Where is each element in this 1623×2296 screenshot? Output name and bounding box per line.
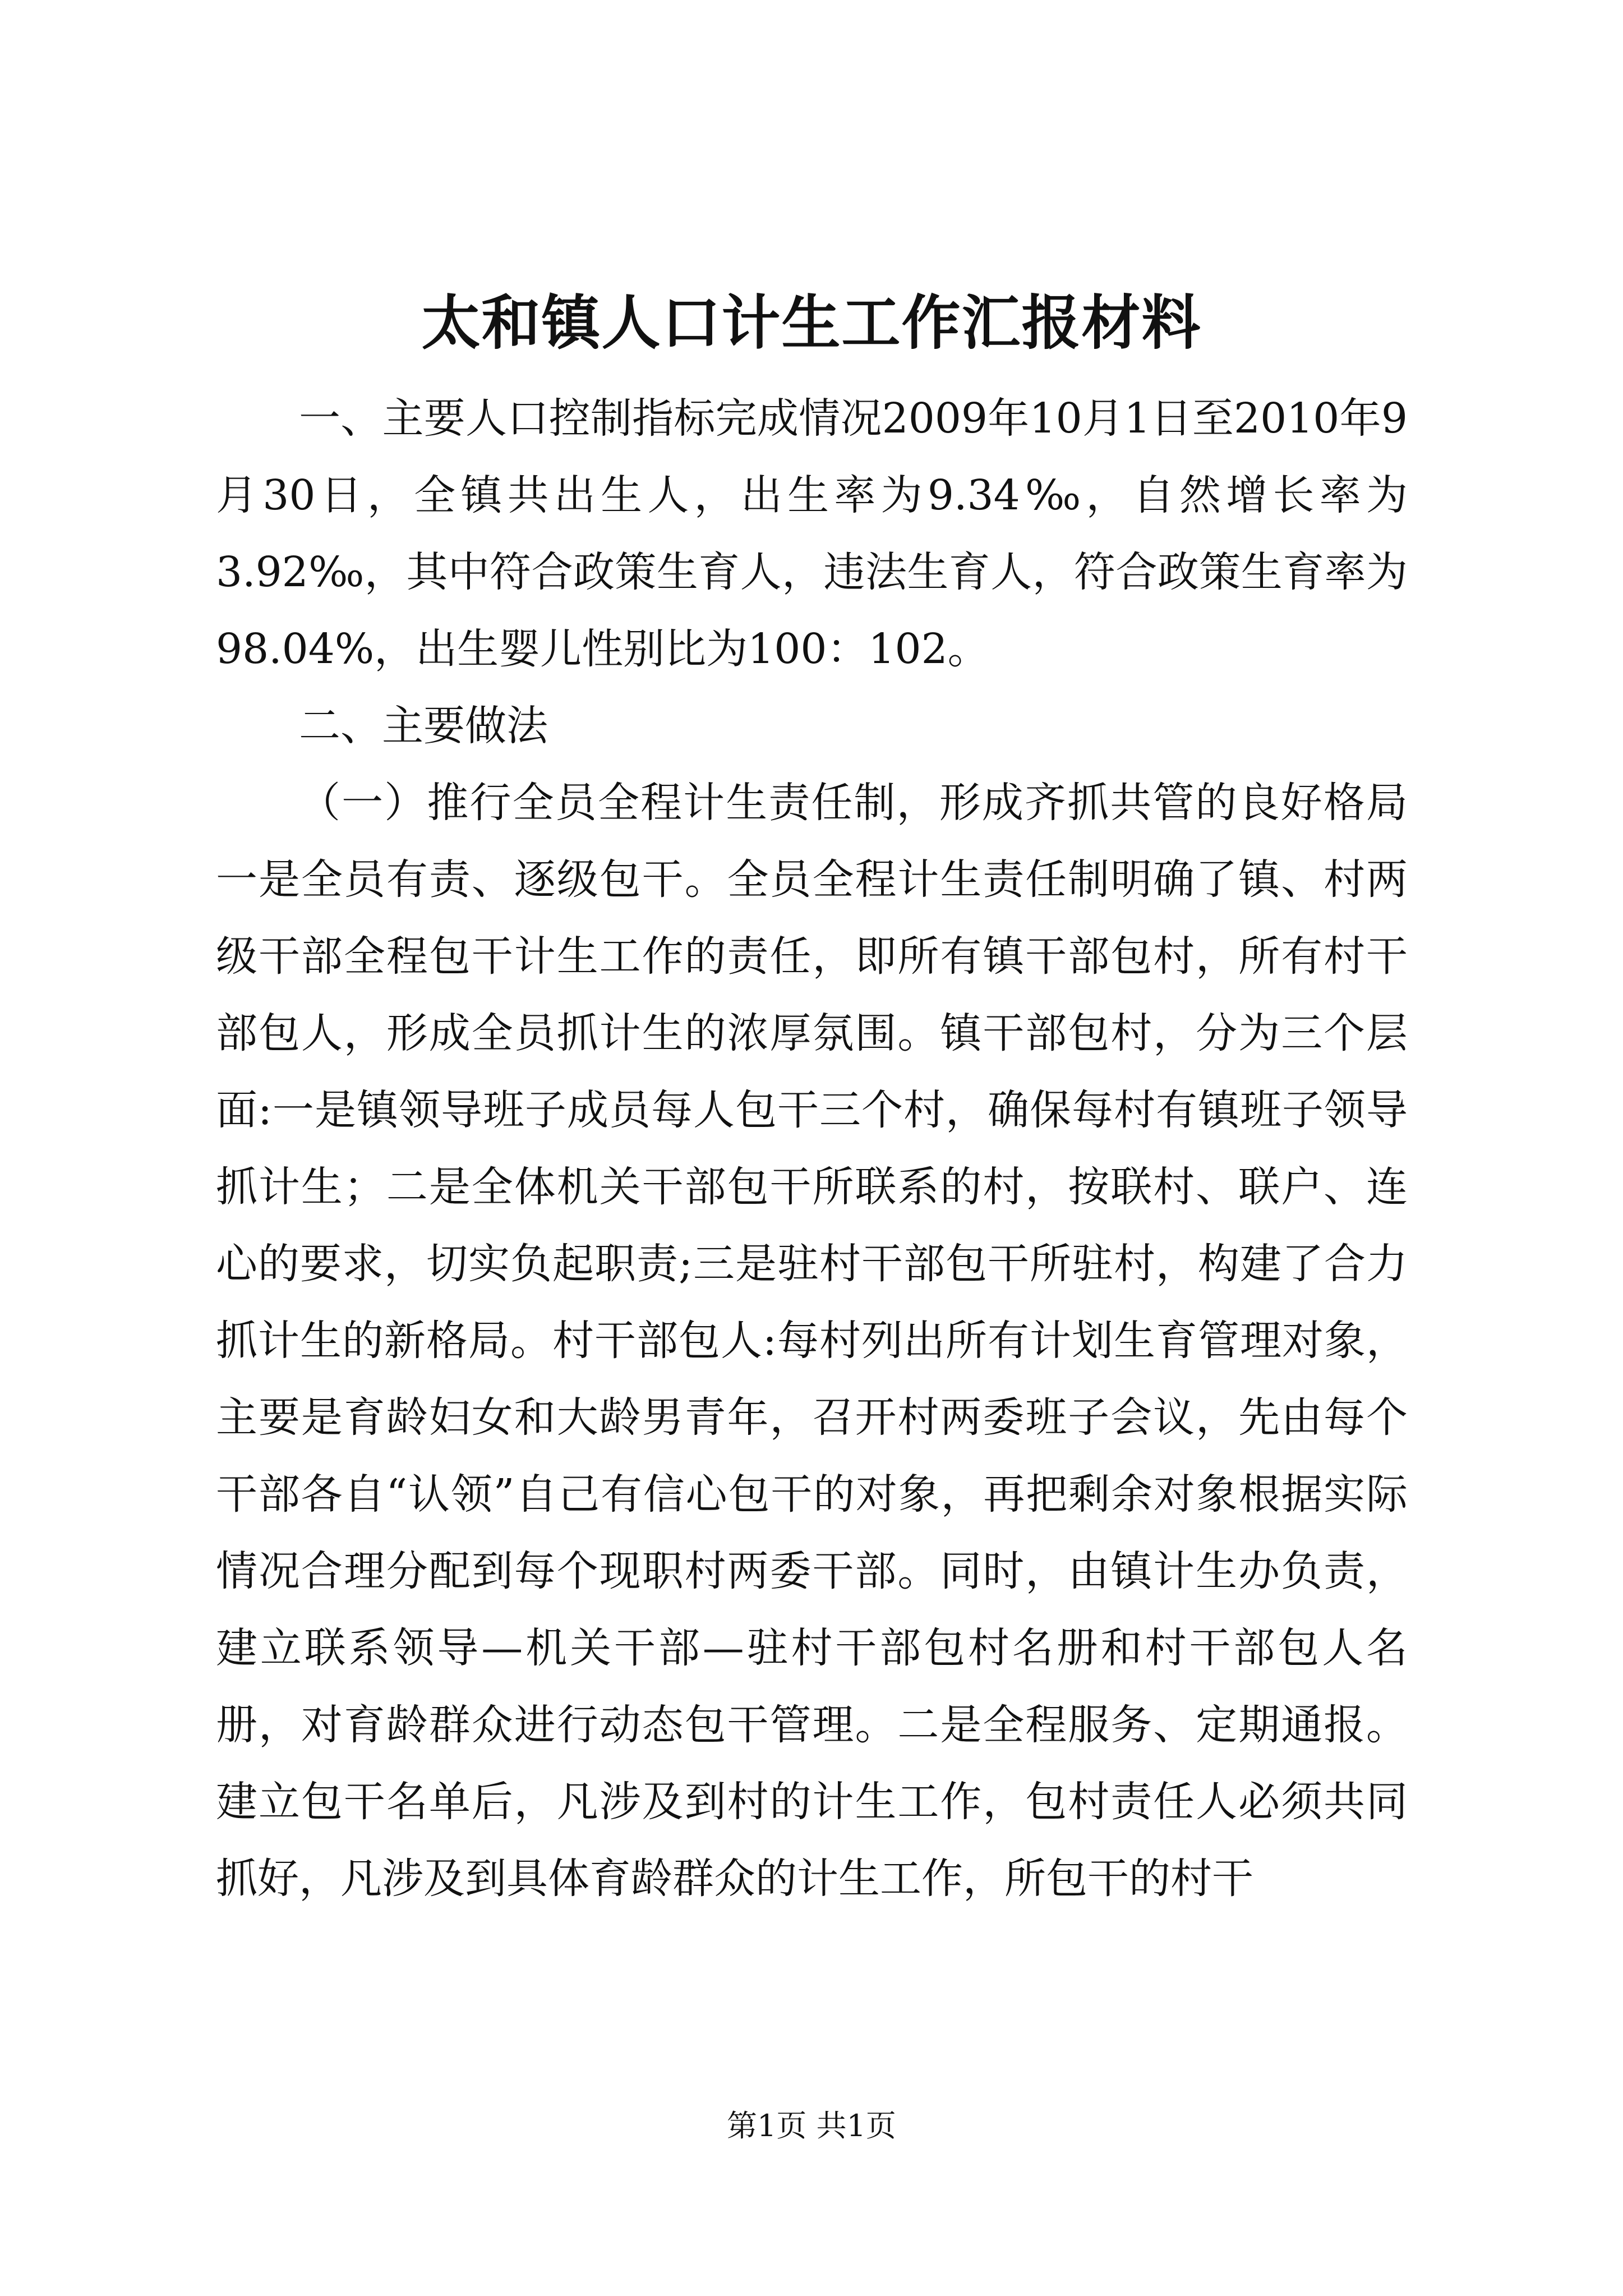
page-number-footer: 第1页 共1页 xyxy=(727,2108,896,2143)
section-heading-main-practices: 二、主要做法 xyxy=(299,702,548,750)
paragraph-responsibility-system: （一）推行全员全程计生责任制，形成齐抓共管的良好格局一是全员有责、逐级包干。全员全程计生责任制明确了镇、村两级干部全程包干计生工作的责任，即所有镇干部包村，所有村干部包人，形成全员抓计生的浓厚氛围。镇干部包村，分为三个层面:一是镇领导班子成员每人包干三个村，确保每村有镇班子领导抓计生；二是全体机关干部包干所联系的村，按联村、联户、连心的要求，切实负起职责;三是驻村干部包干所驻村，构建了合力抓计生的新格局。村干部包人:每村列出所有计划生育管理对象，主要是育龄妇女和大龄男青年，召开村两委班子会议，先由每个干部各自“认领”自己有信心包干的对象，再把剩余对象根据实际情况合理分配到每个现职村两委干部。同时，由镇计生办负责，建立联系领导—机关干部—驻村干部包村名册和村干部包人名册，对育龄群众进行动态包干管理。二是全程服务、定期通报。建立包干名单后，凡涉及到村的计生工作，包村责任人必须共同抓好，凡涉及到具体育龄群众的计生工作，所包干的村干 xyxy=(216,779,1408,1903)
document-title: 太和镇人口计生工作汇报材料 xyxy=(421,288,1202,357)
paragraph-indicators: 一、主要人口控制指标完成情况2009年10月1日至2010年9月30日，全镇共出生人，出生率为9.34‰，自然增长率为3.92‰，其中符合政策生育人，违法生育人，符合政策生育率为98.04%，出生婴儿性别比为100：102。 xyxy=(216,394,1408,673)
document-body xyxy=(216,380,1408,1917)
